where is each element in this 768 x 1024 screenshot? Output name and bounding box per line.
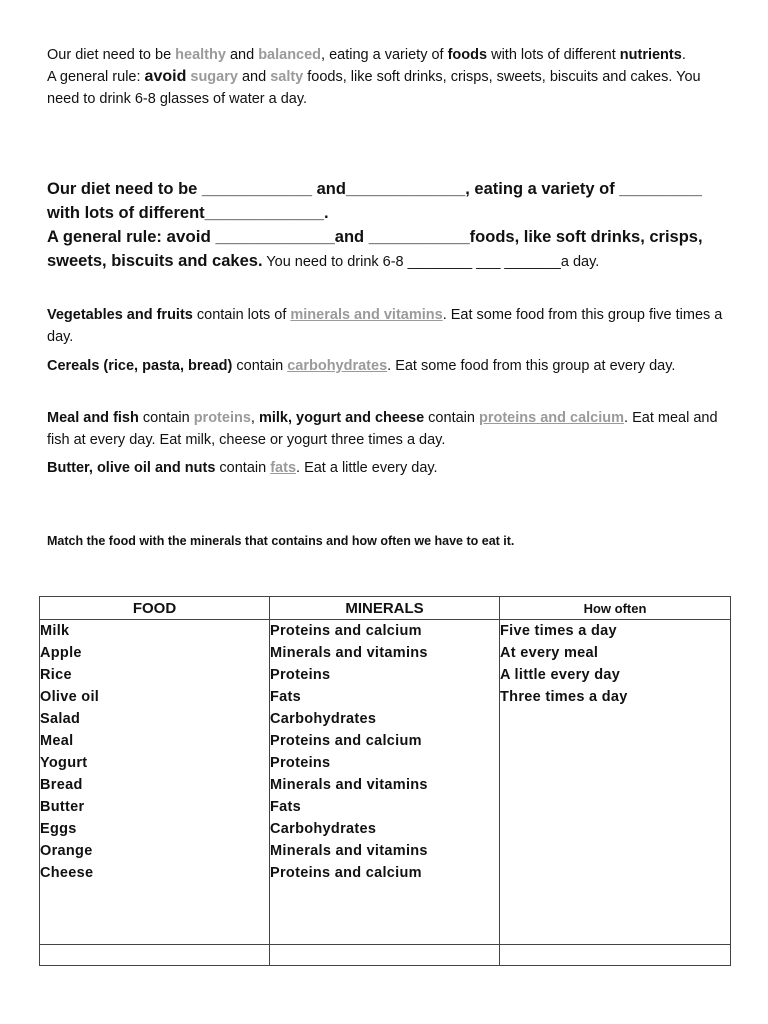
food-item: Cheese	[40, 865, 94, 881]
group-butter	[47, 457, 727, 479]
group-text: . Eat meal and fish at every day. Eat milk, cheese or yogurt three times a day.	[47, 410, 718, 448]
fill-in-line: You need to drink 6-8 ________ ___ _______a day.	[262, 254, 600, 270]
minerals-column	[270, 620, 500, 945]
food-item: Milk	[40, 623, 70, 639]
group-text: contain lots of	[192, 307, 291, 323]
group-nutrient: minerals and vitamins	[290, 307, 443, 323]
group-text: contain	[424, 410, 479, 426]
empty-cell	[270, 945, 500, 966]
intro-text: foods, like soft drinks, crisps, sweets, biscuits and cakes. You need to drink 6-8 glasses of water a day.	[47, 69, 701, 107]
intro-text: and	[237, 69, 271, 85]
mineral-item: Minerals and vitamins	[270, 777, 428, 793]
group-meal-fish	[47, 407, 727, 451]
keyword-salty: salty	[270, 69, 304, 85]
keyword-foods: foods	[447, 47, 488, 63]
keyword-balanced: balanced	[258, 47, 322, 63]
group-nutrient: proteins	[193, 410, 251, 426]
group-heading: Butter, olive oil and nuts	[47, 460, 216, 476]
group-text: contain	[232, 358, 288, 374]
intro-text: Our diet need to be	[47, 47, 176, 63]
food-item: Apple	[40, 645, 82, 661]
food-item: Olive oil	[40, 689, 100, 705]
intro-text: .	[681, 47, 686, 63]
intro-text: A general rule:	[47, 69, 145, 85]
group-nutrient: fats	[270, 460, 297, 476]
group-text: . Eat some food from this group at every day.	[387, 358, 676, 374]
group-text: ,	[250, 410, 259, 426]
group-heading: Cereals (rice, pasta, bread)	[47, 358, 233, 374]
group-nutrient: proteins and calcium	[478, 410, 625, 426]
mineral-item: Proteins and calcium	[270, 733, 422, 749]
group-text: . Eat some food from this group five times a day.	[47, 307, 723, 345]
mineral-item: Proteins and calcium	[270, 623, 422, 639]
mineral-item: Proteins	[270, 667, 331, 683]
group-text: contain	[138, 410, 194, 426]
food-item: Salad	[40, 711, 81, 727]
group-cereals	[47, 355, 727, 377]
mineral-item: Proteins and calcium	[270, 865, 422, 881]
mineral-item: Carbohydrates	[270, 711, 377, 727]
intro-text: and	[225, 47, 259, 63]
food-item: Bread	[40, 777, 83, 793]
header-minerals: MINERALS	[270, 597, 500, 620]
intro-text: with lots of different	[487, 47, 620, 63]
keyword-nutrients: nutrients	[619, 47, 682, 63]
often-item: A little every day	[500, 667, 621, 683]
food-column	[40, 620, 270, 945]
group-heading: milk, yogurt and cheese	[258, 410, 425, 426]
food-item: Orange	[40, 843, 93, 859]
food-item: Meal	[40, 733, 74, 749]
often-item: Five times a day	[500, 623, 617, 639]
often-item: At every meal	[500, 645, 599, 661]
group-text: . Eat a little every day.	[296, 460, 438, 476]
keyword-avoid: avoid	[144, 68, 187, 85]
food-item: Eggs	[40, 821, 77, 837]
empty-cell	[40, 945, 270, 966]
food-item: Rice	[40, 667, 72, 683]
fill-in-line: Our diet need to be ____________ and_____________, eating a variety of _________ with lots of different_____________.	[47, 180, 702, 222]
often-item: Three times a day	[500, 689, 628, 705]
group-heading: Meal and fish	[47, 410, 139, 426]
fill-in-avoid: avoid	[166, 227, 211, 246]
mineral-item: Minerals and vitamins	[270, 645, 428, 661]
instruction: Match the food with the minerals that contains and how often we have to eat it.	[47, 534, 515, 548]
mineral-item: Proteins	[270, 755, 331, 771]
intro-text: , eating a variety of	[321, 47, 448, 63]
keyword-healthy: healthy	[175, 47, 226, 63]
empty-cell	[500, 945, 731, 966]
header-food: FOOD	[40, 597, 270, 620]
group-heading: Vegetables and fruits	[47, 307, 193, 323]
fill-in-paragraph	[47, 177, 727, 274]
food-item: Butter	[40, 799, 85, 815]
header-how-often: How often	[500, 597, 731, 620]
intro-paragraph	[47, 44, 727, 110]
how-often-column	[500, 620, 731, 945]
group-nutrient: carbohydrates	[287, 358, 388, 374]
mineral-item: Fats	[270, 689, 302, 705]
mineral-item: Minerals and vitamins	[270, 843, 428, 859]
fill-in-line: _____________and ___________foods, like soft drinks, crisps, sweets, biscuits and cakes.	[47, 228, 703, 270]
food-item: Yogurt	[40, 755, 88, 771]
group-text: contain	[215, 460, 271, 476]
fill-in-line: A general rule:	[47, 228, 167, 246]
group-vegetables	[47, 304, 727, 348]
mineral-item: Fats	[270, 799, 302, 815]
keyword-sugary: sugary	[190, 69, 238, 85]
mineral-item: Carbohydrates	[270, 821, 377, 837]
matching-table	[39, 596, 731, 966]
